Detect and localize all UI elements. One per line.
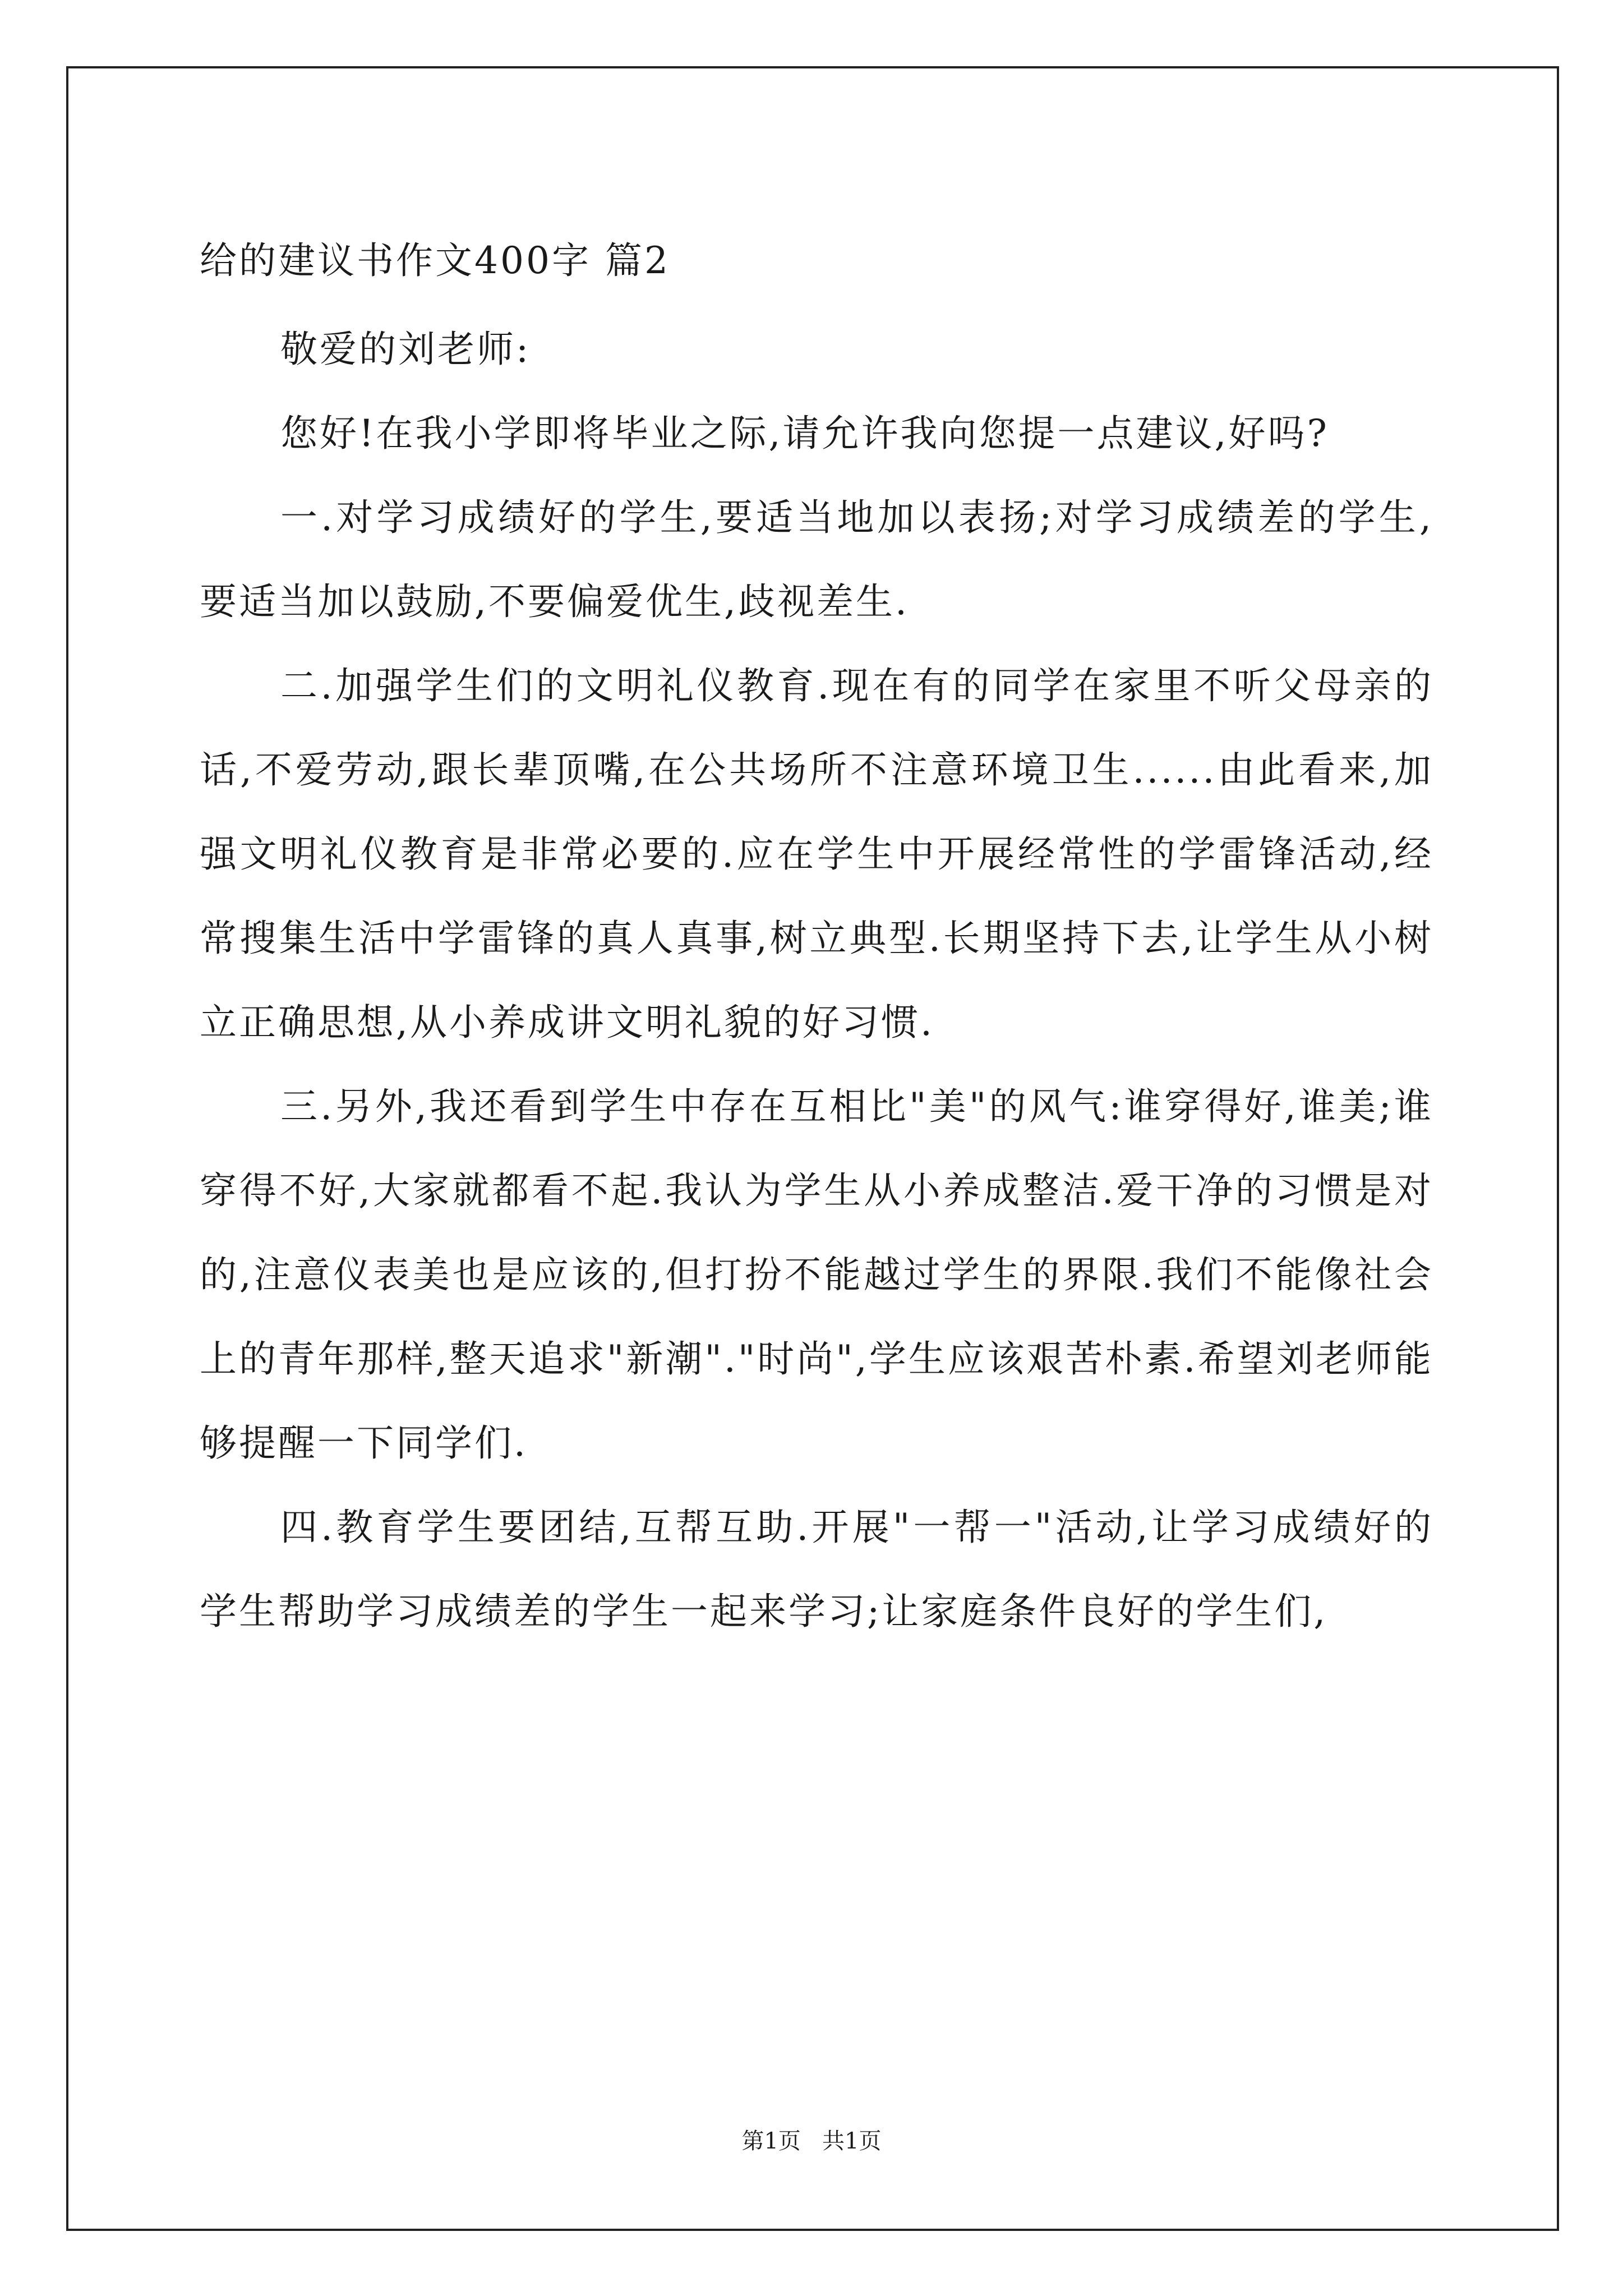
document-title: 给的建议书作文400字 篇2 bbox=[200, 239, 670, 282]
paragraph-suggestion-1: 一.对学习成绩好的学生,要适当地加以表扬;对学习成绩差的学生,要适当加以鼓励,不要偏爱优生,歧视差生. bbox=[200, 496, 1433, 623]
paragraph-suggestion-2: 二.加强学生们的文明礼仪教育.现在有的同学在家里不听父母亲的话,不爱劳动,跟长辈顶嘴,在公共场所不注意环境卫生......由此看来,加强文明礼仪教育是非常必要的.应在学生中开展经常性的学雷锋活动,经常搜集生活中学雷锋的真人真事,树立典型.长期坚持下去,让学生从小树立正确思想,从小养成讲文明礼貌的好习惯. bbox=[200, 664, 1433, 1044]
page-footer: 第1页 共1页 bbox=[741, 2128, 882, 2154]
salutation: 敬爱的刘老师: bbox=[280, 328, 531, 371]
paragraph-suggestion-4: 四.教育学生要团结,互帮互助.开展"一帮一"活动,让学习成绩好的学生帮助学习成绩差的学生一起来学习;让家庭条件良好的学生们, bbox=[200, 1506, 1433, 1633]
paragraph-suggestion-3: 三.另外,我还看到学生中存在互相比"美"的风气:谁穿得好,谁美;谁穿得不好,大家就都看不起.我认为学生从小养成整洁.爱干净的习惯是对的,注意仪表美也是应该的,但打扮不能越过学生的界限.我们不能像社会上的青年那样,整天追求"新潮"."时尚",学生应该艰苦朴素.希望刘老师能够提醒一下同学们. bbox=[200, 1085, 1433, 1465]
paragraph-greeting: 您好!在我小学即将毕业之际,请允许我向您提一点建议,好吗? bbox=[280, 412, 1329, 455]
document-body bbox=[200, 219, 1433, 1654]
